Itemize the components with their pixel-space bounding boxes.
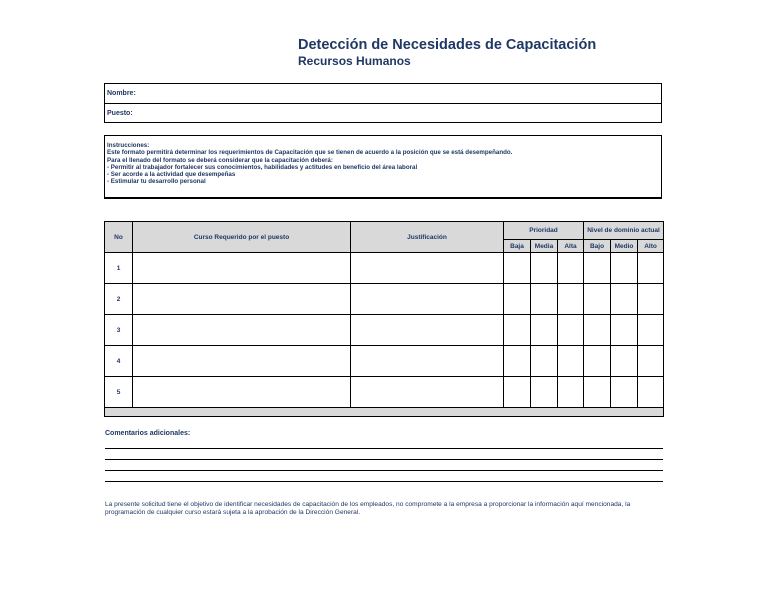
table-row bbox=[105, 346, 664, 377]
row-number: 3 bbox=[105, 315, 133, 346]
prioridad-media-cell[interactable] bbox=[531, 315, 558, 346]
prioridad-baja-cell[interactable] bbox=[504, 284, 531, 315]
subheader-baja: Baja bbox=[504, 240, 531, 253]
justificacion-cell[interactable] bbox=[351, 377, 504, 408]
page-title: Detección de Necesidades de Capacitación bbox=[298, 37, 597, 53]
prioridad-alta-cell[interactable] bbox=[558, 284, 584, 315]
prioridad-baja-cell[interactable] bbox=[504, 315, 531, 346]
instructions-line: Para el llenado del formato se deberá considerar que la capacitación deberá: bbox=[107, 156, 333, 164]
comment-line[interactable] bbox=[105, 448, 663, 449]
nivel-bajo-cell[interactable] bbox=[584, 377, 611, 408]
header-no: No bbox=[105, 222, 133, 253]
header-justificacion: Justificación bbox=[351, 222, 504, 253]
table-row bbox=[105, 284, 664, 315]
instructions-line: - Permitir al trabajador fortalecer sus conocimientos, habilidades y actitudes en beneficio del área laboral bbox=[107, 163, 418, 171]
nivel-alto-cell[interactable] bbox=[638, 315, 664, 346]
nivel-bajo-cell[interactable] bbox=[584, 315, 611, 346]
puesto-label: Puesto: bbox=[107, 110, 133, 117]
prioridad-media-cell[interactable] bbox=[531, 253, 558, 284]
subheader-alto: Alto bbox=[638, 240, 664, 253]
prioridad-alta-cell[interactable] bbox=[558, 315, 584, 346]
prioridad-baja-cell[interactable] bbox=[504, 377, 531, 408]
header-curso: Curso Requerido por el puesto bbox=[133, 222, 351, 253]
prioridad-alta-cell[interactable] bbox=[558, 377, 584, 408]
prioridad-media-cell[interactable] bbox=[531, 346, 558, 377]
prioridad-baja-cell[interactable] bbox=[504, 346, 531, 377]
nivel-alto-cell[interactable] bbox=[638, 284, 664, 315]
row-number: 4 bbox=[105, 346, 133, 377]
curso-cell[interactable] bbox=[133, 284, 351, 315]
comment-line[interactable] bbox=[105, 470, 663, 471]
instructions-line: - Estimular tu desarrollo personal bbox=[107, 178, 206, 186]
nivel-bajo-cell[interactable] bbox=[584, 346, 611, 377]
nivel-alto-cell[interactable] bbox=[638, 253, 664, 284]
justificacion-cell[interactable] bbox=[351, 346, 504, 377]
row-number: 5 bbox=[105, 377, 133, 408]
curso-cell[interactable] bbox=[133, 253, 351, 284]
nombre-field[interactable] bbox=[105, 84, 661, 103]
subheader-media: Media bbox=[531, 240, 558, 253]
subheader-alta: Alta bbox=[558, 240, 584, 253]
nivel-medio-cell[interactable] bbox=[611, 346, 638, 377]
nivel-alto-cell[interactable] bbox=[638, 377, 664, 408]
comments-label: Comentarios adicionales: bbox=[105, 430, 191, 437]
prioridad-media-cell[interactable] bbox=[531, 284, 558, 315]
justificacion-cell[interactable] bbox=[351, 284, 504, 315]
subheader-medio: Medio bbox=[611, 240, 638, 253]
nivel-medio-cell[interactable] bbox=[611, 315, 638, 346]
justificacion-cell[interactable] bbox=[351, 315, 504, 346]
page-subtitle: Recursos Humanos bbox=[298, 54, 411, 68]
curso-cell[interactable] bbox=[133, 315, 351, 346]
nombre-label: Nombre: bbox=[107, 90, 136, 97]
table-footer-cell bbox=[105, 408, 664, 417]
prioridad-baja-cell[interactable] bbox=[504, 253, 531, 284]
nivel-bajo-cell[interactable] bbox=[584, 284, 611, 315]
prioridad-alta-cell[interactable] bbox=[558, 346, 584, 377]
prioridad-alta-cell[interactable] bbox=[558, 253, 584, 284]
nivel-bajo-cell[interactable] bbox=[584, 253, 611, 284]
justificacion-cell[interactable] bbox=[351, 253, 504, 284]
nivel-medio-cell[interactable] bbox=[611, 284, 638, 315]
header-nivel-dominio: Nivel de dominio actual bbox=[584, 222, 664, 240]
disclaimer-note: La presente solicitud tiene el objetivo de identificar necesidades de capacitación de los empleados, no compromete a la empresa a proporcionar la información aquí mencionada, la programación de cualquier curso estará sujeta a la aprobación de la Dirección General. bbox=[105, 501, 631, 516]
instructions-line: Este formato permitirá determinar los requerimientos de Capacitación que se tienen de acuerdo a la posición que se está desempeñando. bbox=[107, 149, 513, 157]
subheader-bajo: Bajo bbox=[584, 240, 611, 253]
curso-cell[interactable] bbox=[133, 377, 351, 408]
comment-line[interactable] bbox=[105, 481, 663, 482]
prioridad-media-cell[interactable] bbox=[531, 377, 558, 408]
row-number: 1 bbox=[105, 253, 133, 284]
table-row bbox=[105, 377, 664, 408]
training-needs-table bbox=[104, 221, 664, 417]
comment-line[interactable] bbox=[105, 459, 663, 460]
table-footer-row bbox=[105, 408, 664, 417]
table-row bbox=[105, 253, 664, 284]
instructions-line: Instrucciones: bbox=[107, 142, 150, 149]
table-row bbox=[105, 315, 664, 346]
nivel-alto-cell[interactable] bbox=[638, 346, 664, 377]
row-number: 2 bbox=[105, 284, 133, 315]
nivel-medio-cell[interactable] bbox=[611, 253, 638, 284]
employee-info-box bbox=[104, 83, 662, 123]
nivel-medio-cell[interactable] bbox=[611, 377, 638, 408]
header-prioridad: Prioridad bbox=[504, 222, 584, 240]
instructions-line: - Ser acorde a la actividad que desempeñas bbox=[107, 171, 236, 179]
instructions-box bbox=[104, 135, 662, 199]
puesto-field[interactable] bbox=[105, 103, 661, 122]
curso-cell[interactable] bbox=[133, 346, 351, 377]
